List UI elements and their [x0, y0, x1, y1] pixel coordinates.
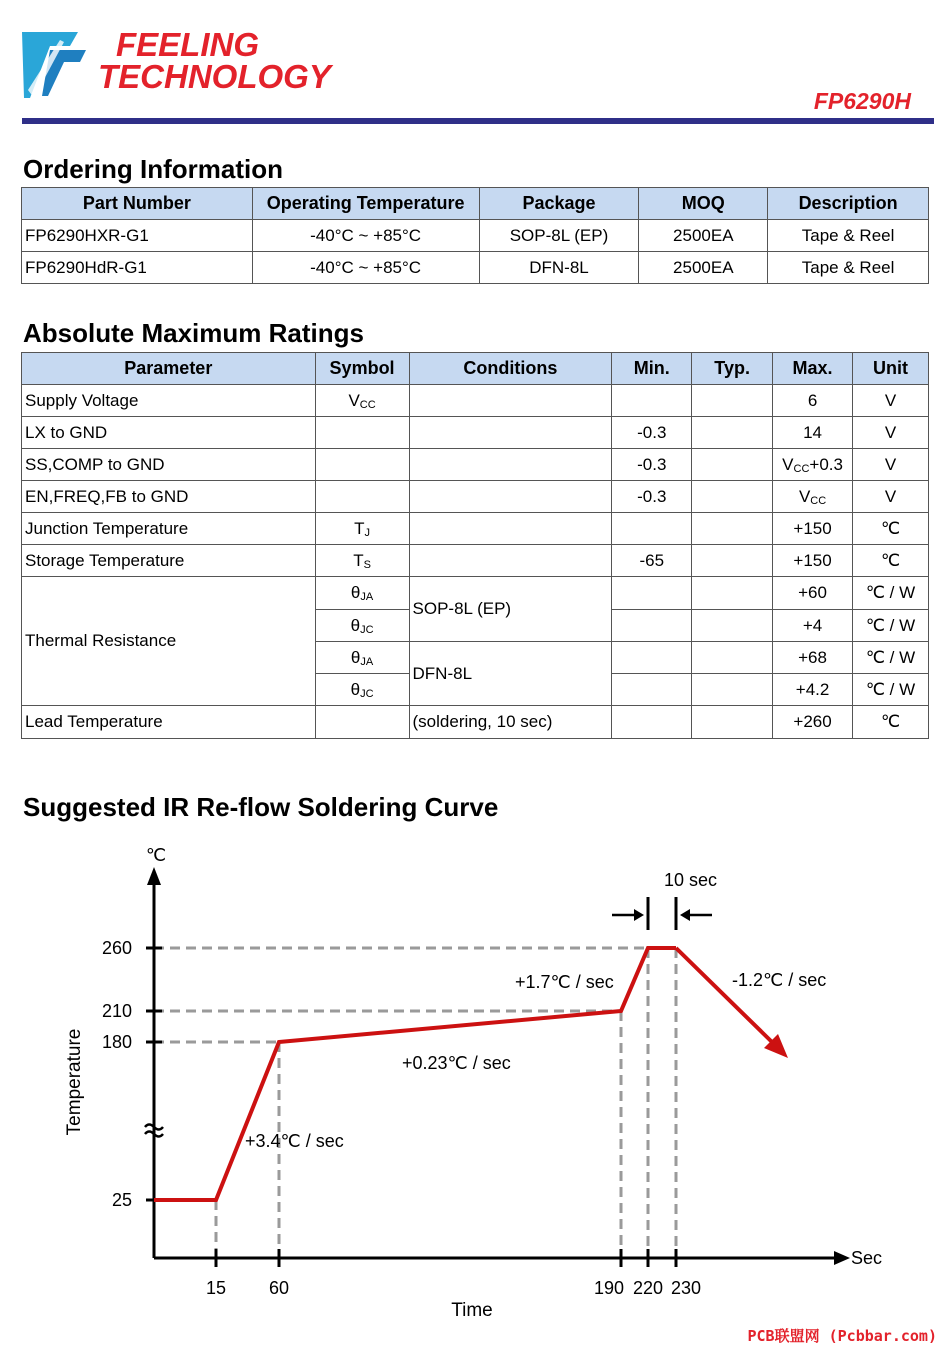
x-tick-label: 15: [205, 1278, 227, 1298]
table-cell: DFN-8L: [479, 252, 639, 284]
unit-cell: ℃: [853, 513, 929, 545]
reflow-chart: [40, 835, 900, 1325]
max-cell: +4.2: [773, 674, 853, 706]
conditions-cell: (soldering, 10 sec): [409, 706, 612, 739]
slope-annotation: -1.2℃ / sec: [732, 970, 827, 990]
unit-cell: V: [853, 481, 929, 513]
table-row: [22, 577, 929, 610]
ratings-title: Absolute Maximum Ratings: [23, 318, 364, 348]
slope-annotation: +0.23℃ / sec: [402, 1053, 511, 1073]
symbol-cell: [315, 545, 409, 577]
conditions-cell: [409, 417, 612, 449]
y-tick-label: 210: [101, 1001, 132, 1021]
table-row: [22, 545, 929, 577]
table-cell: 2500EA: [639, 220, 768, 252]
param-cell: Thermal Resistance: [22, 577, 316, 706]
symbol-main: V: [348, 390, 360, 410]
conditions-cell: [409, 481, 612, 513]
table-row: [22, 513, 929, 545]
max-cell: +150: [773, 513, 853, 545]
x-unit-label: Sec: [851, 1248, 883, 1268]
min-cell: [612, 674, 692, 706]
min-cell: [612, 385, 692, 417]
symbol-main: T: [354, 518, 365, 538]
table-row: [22, 385, 929, 417]
ordering-col-header: Operating Temperature: [252, 188, 479, 220]
dwell-arrow-right-icon: [680, 909, 690, 921]
typ-cell: [692, 642, 773, 674]
param-cell: SS,COMP to GND: [22, 449, 316, 481]
unit-cell: ℃ / W: [853, 577, 929, 610]
table-cell: FP6290HXR-G1: [22, 220, 253, 252]
header-part-number: FP6290H: [813, 88, 911, 114]
typ-cell: [692, 577, 773, 610]
table-cell: SOP-8L (EP): [479, 220, 639, 252]
ratings-header-row: [22, 353, 929, 385]
typ-cell: [692, 481, 773, 513]
ordering-table: [21, 187, 929, 284]
symbol-sub: CC: [359, 398, 376, 411]
min-cell: -0.3: [612, 417, 692, 449]
conditions-cell: DFN-8L: [409, 642, 612, 706]
symbol-main: T: [353, 550, 364, 570]
dwell-arrow-left-icon: [634, 909, 644, 921]
symbol-main: θ: [350, 615, 361, 635]
symbol-cell: [315, 674, 409, 706]
symbol-main: θ: [350, 679, 361, 699]
symbol-cell: [315, 513, 409, 545]
min-cell: [612, 642, 692, 674]
typ-cell: [692, 385, 773, 417]
cooling-segment-line: [676, 948, 774, 1044]
conditions-cell: [409, 513, 612, 545]
table-row: [22, 252, 929, 284]
y-tick-label: 180: [101, 1032, 132, 1052]
table-cell: -40°C ~ +85°C: [252, 252, 479, 284]
table-row: [22, 706, 929, 739]
symbol-main: θ: [350, 583, 361, 602]
reflow-title: Suggested IR Re-flow Soldering Curve: [23, 792, 499, 822]
symbol-sub: JA: [360, 591, 374, 603]
y-tick-label: 260: [101, 938, 132, 958]
table-row: [22, 449, 929, 481]
unit-cell: ℃ / W: [853, 642, 929, 674]
ordering-header-row: [22, 188, 929, 220]
ordering-col-header: MOQ: [639, 188, 768, 220]
typ-cell: [692, 513, 773, 545]
param-cell: EN,FREQ,FB to GND: [22, 481, 316, 513]
unit-cell: ℃ / W: [853, 674, 929, 706]
min-cell: [612, 610, 692, 642]
slope-annotation: 10 sec: [664, 870, 718, 890]
ratings-col-header: Conditions: [409, 353, 612, 385]
typ-cell: [692, 417, 773, 449]
symbol-cell: [315, 481, 409, 513]
ordering-col-header: Package: [479, 188, 639, 220]
symbol-sub: S: [363, 558, 371, 571]
ordering-col-header: Description: [768, 188, 929, 220]
unit-cell: ℃ / W: [853, 610, 929, 642]
x-tick-label: 230: [670, 1278, 702, 1298]
table-cell: -40°C ~ +85°C: [252, 220, 479, 252]
min-cell: -65: [612, 545, 692, 577]
symbol-cell: [315, 706, 409, 739]
logo-text-technology: TECHNOLOGY: [98, 58, 331, 95]
param-cell: Junction Temperature: [22, 513, 316, 545]
table-row: [22, 417, 929, 449]
max-cell: [773, 481, 853, 513]
symbol-cell: [315, 577, 409, 610]
symbol-sub: JC: [360, 623, 374, 636]
x-tick-label: 190: [593, 1278, 625, 1298]
typ-cell: [692, 706, 773, 739]
typ-cell: [692, 545, 773, 577]
max-cell: +68: [773, 642, 853, 674]
max-cell: +150: [773, 545, 853, 577]
y-axis-title: Temperature: [64, 1028, 85, 1136]
x-tick-label: 60: [268, 1278, 290, 1298]
conditions-cell: [409, 545, 612, 577]
conditions-cell: [409, 449, 612, 481]
max-cell: +4: [773, 610, 853, 642]
x-tick-label: 220: [632, 1278, 664, 1298]
symbol-cell: [315, 385, 409, 417]
param-cell: LX to GND: [22, 417, 316, 449]
max-cell: 14: [773, 417, 853, 449]
symbol-main: θ: [350, 647, 361, 667]
unit-cell: V: [853, 449, 929, 481]
symbol-cell: [315, 642, 409, 674]
ratings-col-header: Typ.: [692, 353, 773, 385]
param-cell: Supply Voltage: [22, 385, 316, 417]
max-cell: +260: [773, 706, 853, 739]
unit-cell: V: [853, 385, 929, 417]
watermark: PCB联盟网 (Pcbbar.com): [747, 1327, 937, 1345]
x-axis-title: Time: [451, 1300, 493, 1321]
ratings-col-header: Unit: [853, 353, 929, 385]
max-main: V: [798, 486, 811, 506]
min-cell: [612, 513, 692, 545]
symbol-cell: [315, 449, 409, 481]
min-cell: -0.3: [612, 449, 692, 481]
conditions-cell: [409, 385, 612, 417]
table-row: [22, 220, 929, 252]
table-cell: 2500EA: [639, 252, 768, 284]
ratings-col-header: Parameter: [22, 353, 316, 385]
max-post: +0.3: [809, 454, 843, 474]
logo-mark-icon: [20, 28, 100, 104]
unit-cell: ℃: [853, 545, 929, 577]
typ-cell: [692, 449, 773, 481]
y-unit-label: ℃: [145, 845, 167, 865]
min-cell: [612, 706, 692, 739]
unit-cell: V: [853, 417, 929, 449]
slope-annotation: +3.4℃ / sec: [245, 1131, 344, 1151]
y-tick-label: 25: [111, 1190, 132, 1210]
ordering-col-header: Part Number: [22, 188, 253, 220]
min-cell: -0.3: [612, 481, 692, 513]
ratings-col-header: Min.: [612, 353, 692, 385]
ratings-col-header: Max.: [773, 353, 853, 385]
ordering-title: Ordering Information: [23, 154, 283, 184]
max-cell: +60: [773, 577, 853, 610]
symbol-sub: JC: [360, 687, 374, 700]
unit-cell: ℃: [853, 706, 929, 739]
param-cell: Lead Temperature: [22, 706, 316, 739]
typ-cell: [692, 674, 773, 706]
symbol-cell: [315, 610, 409, 642]
logo-text-feeling: FEELING: [116, 26, 260, 63]
min-cell: [612, 577, 692, 610]
param-cell: Storage Temperature: [22, 545, 316, 577]
x-axis-arrow-icon: [834, 1251, 850, 1265]
max-cell: 6: [773, 385, 853, 417]
table-cell: Tape & Reel: [768, 220, 929, 252]
ratings-col-header: Symbol: [315, 353, 409, 385]
symbol-sub: JA: [360, 655, 374, 668]
table-row: [22, 481, 929, 513]
max-sub: CC: [793, 462, 810, 475]
slope-annotation: +1.7℃ / sec: [515, 972, 614, 992]
ratings-table: [21, 352, 929, 739]
table-cell: FP6290HdR-G1: [22, 252, 253, 284]
company-logo: [20, 28, 330, 104]
typ-cell: [692, 610, 773, 642]
symbol-cell: [315, 417, 409, 449]
max-cell: [773, 449, 853, 481]
header-rule: [22, 118, 934, 124]
symbol-sub: J: [364, 526, 370, 539]
max-main: V: [782, 454, 794, 474]
conditions-cell: SOP-8L (EP): [409, 577, 612, 642]
max-sub: CC: [810, 494, 827, 507]
table-cell: Tape & Reel: [768, 252, 929, 284]
y-axis-arrow-icon: [147, 867, 161, 885]
